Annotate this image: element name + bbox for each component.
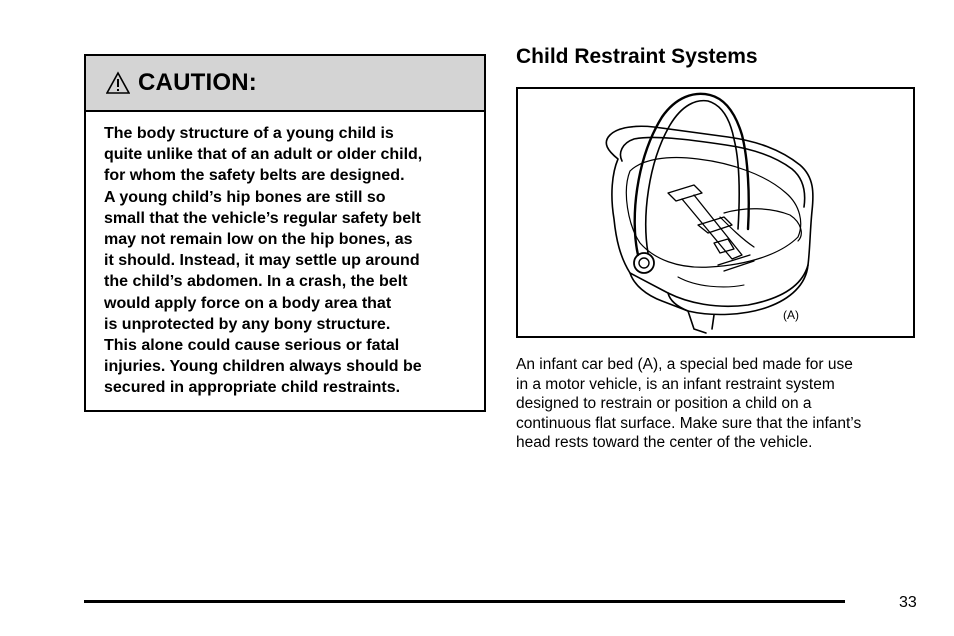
caution-line: it should. Instead, it may settle up around <box>104 252 420 270</box>
description-line: designed to restrain or position a child on a <box>516 395 812 413</box>
description-line: continuous flat surface. Make sure that the infant’s <box>516 414 862 432</box>
figure-box <box>516 87 915 338</box>
caution-line: for whom the safety belts are designed. <box>104 167 405 185</box>
caution-line: injuries. Young children always should be <box>104 358 422 376</box>
caution-text <box>104 123 474 399</box>
description-line: head rests toward the center of the vehicle. <box>516 434 813 452</box>
caution-line: may not remain low on the hip bones, as <box>104 231 413 249</box>
caution-line: The body structure of a young child is <box>104 125 394 142</box>
caution-line: would apply force on a body area that <box>104 294 392 312</box>
description-line: An infant car bed (A), a special bed made for use <box>516 356 853 373</box>
figure-label: (A) <box>783 308 799 322</box>
caution-header <box>86 56 484 112</box>
caution-line: A young child’s hip bones are still so <box>104 188 386 206</box>
caution-line: quite unlike that of an adult or older child, <box>104 146 423 164</box>
caution-line: small that the vehicle’s regular safety belt <box>104 209 421 227</box>
description-paragraph <box>516 355 926 453</box>
page-number: 33 <box>899 594 917 611</box>
caution-box <box>84 54 486 412</box>
warning-triangle-icon <box>106 71 130 95</box>
caution-line: This alone could cause serious or fatal <box>104 337 400 355</box>
footer-rule <box>84 600 845 603</box>
infant-car-bed-illustration <box>518 89 913 336</box>
caution-title: CAUTION: <box>138 69 257 96</box>
caution-line: is unprotected by any bony structure. <box>104 315 391 333</box>
caution-line: the child’s abdomen. In a crash, the belt <box>104 273 408 291</box>
caution-line: secured in appropriate child restraints. <box>104 379 401 397</box>
section-heading: Child Restraint Systems <box>516 45 758 68</box>
description-line: in a motor vehicle, is an infant restraint system <box>516 375 835 393</box>
